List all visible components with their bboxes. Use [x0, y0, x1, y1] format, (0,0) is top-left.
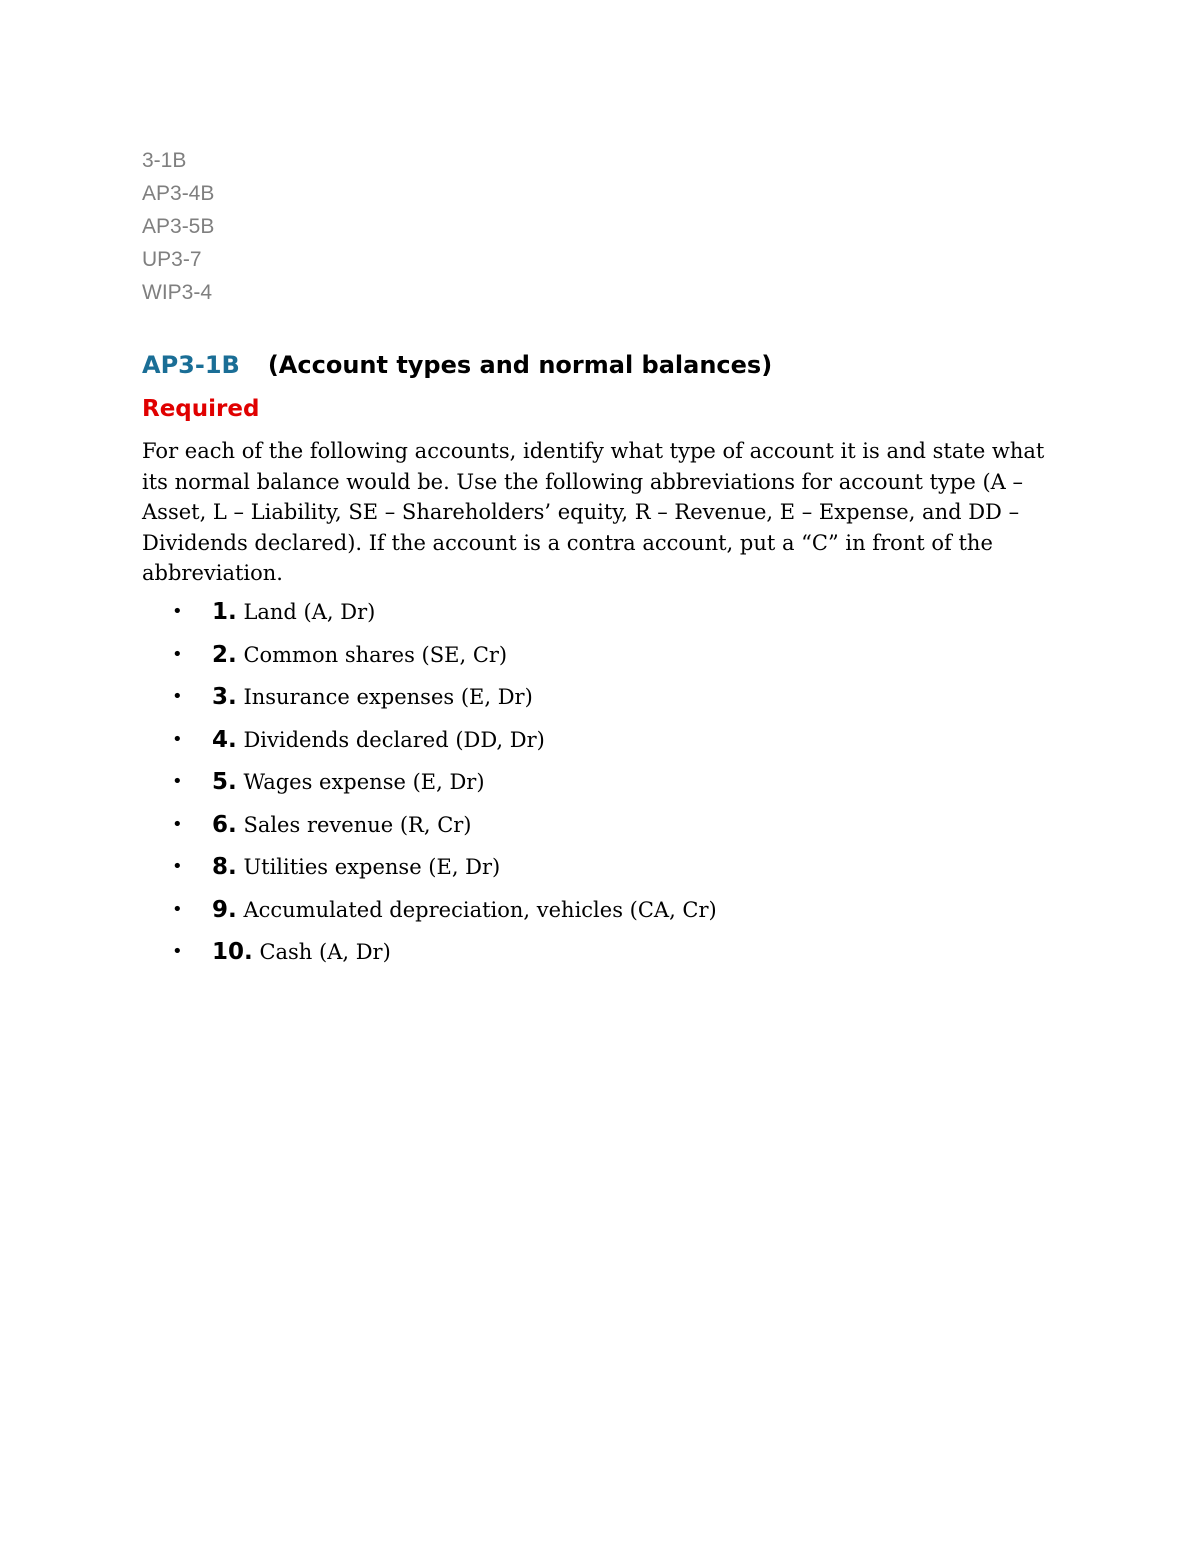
problem-heading [142, 348, 772, 382]
reference-item: WIP3-4 [142, 281, 213, 304]
bullet-icon: • [172, 813, 183, 835]
required-label: Required [142, 396, 260, 422]
bullet-icon: • [172, 898, 183, 920]
item-text: Common shares (SE, Cr) [243, 642, 508, 667]
item-text: Sales revenue (R, Cr) [243, 812, 472, 837]
reference-list [142, 144, 214, 309]
item-number: 4. [212, 726, 237, 753]
reference-item: AP3-5B [142, 215, 215, 238]
problem-code: AP3-1B [142, 351, 240, 379]
list-item [172, 809, 717, 852]
item-number: 8. [212, 854, 237, 880]
list-item [172, 639, 717, 682]
list-item [172, 894, 717, 937]
item-number: 9. [212, 896, 237, 923]
list-item [172, 936, 717, 979]
item-text: Dividends declared (DD, Dr) [243, 727, 545, 752]
item-text: Land (A, Dr) [243, 600, 376, 624]
item-text: Accumulated depreciation, vehicles (CA, Cr) [243, 897, 717, 922]
item-text: Wages expense (E, Dr) [243, 770, 485, 794]
list-item [172, 596, 717, 639]
list-item [172, 766, 717, 809]
account-list [172, 596, 717, 979]
list-item [172, 681, 717, 724]
item-number: 10. [212, 939, 253, 965]
problem-title: (Account types and normal balances) [267, 351, 773, 379]
bullet-icon: • [172, 856, 183, 877]
reference-item: UP3-7 [142, 248, 202, 271]
bullet-icon: • [172, 728, 183, 750]
bullet-icon: • [172, 643, 183, 665]
bullet-icon: • [172, 686, 183, 707]
item-text: Cash (A, Dr) [259, 940, 391, 964]
reference-item: 3-1B [142, 149, 187, 172]
list-item [172, 851, 717, 894]
list-item [172, 724, 717, 767]
reference-item: AP3-4B [142, 182, 215, 205]
item-text: Insurance expenses (E, Dr) [243, 685, 533, 709]
item-number: 2. [212, 641, 237, 668]
item-number: 6. [212, 811, 237, 838]
item-number: 1. [212, 599, 237, 625]
bullet-icon: • [172, 941, 183, 962]
item-number: 3. [212, 684, 237, 710]
bullet-icon: • [172, 601, 183, 622]
instructions-paragraph: For each of the following accounts, identify what type of account it is and state what its normal balance would be. Use the following abbreviations for account type (A – Asset, L – Liability, SE – Shareholders’ equity, R – Revenue, E – Expense, and DD – Dividends declared). If the account is a contra account, put a “C” in front of the abbreviation. [142, 439, 1045, 585]
item-number: 5. [212, 769, 237, 795]
item-text: Utilities expense (E, Dr) [243, 855, 501, 879]
bullet-icon: • [172, 771, 183, 792]
